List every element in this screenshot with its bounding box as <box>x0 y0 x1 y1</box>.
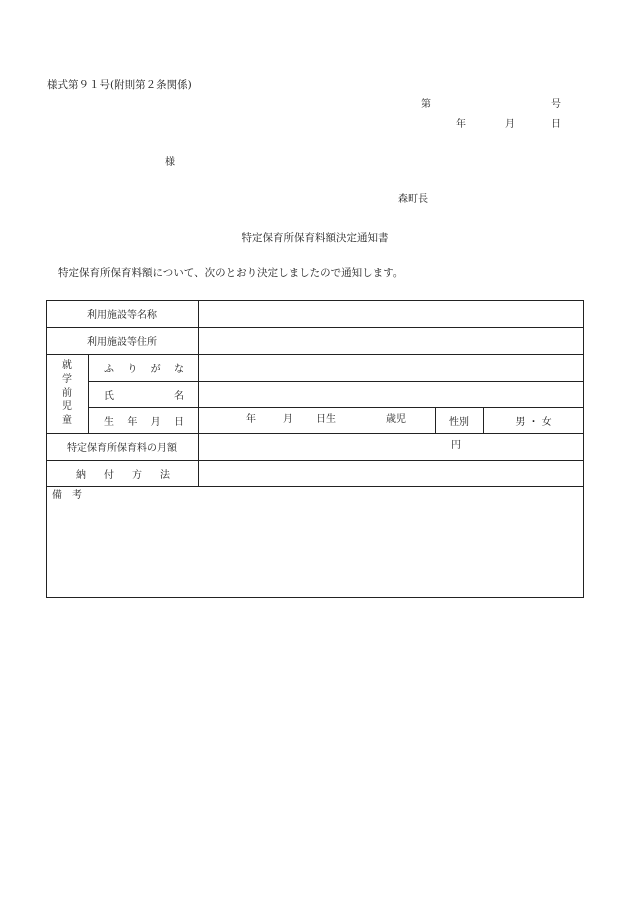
birth-year-unit: 年 <box>246 414 256 425</box>
furigana-label: ふ り が な <box>104 364 184 375</box>
child-group-char: 学 <box>62 373 72 385</box>
birth-day-unit: 日生 <box>316 414 336 425</box>
addressee-suffix: 様 <box>165 157 175 168</box>
gender-options: 男 ・ 女 <box>515 416 552 428</box>
issue-date-year: 年 <box>456 119 466 130</box>
monthly-fee-label: 特定保育所保育料の月額 <box>67 443 177 454</box>
document-title: 特定保育所保育料額決定通知書 <box>241 232 389 244</box>
yen-unit: 円 <box>451 440 461 451</box>
sender-name: 森町長 <box>398 194 428 205</box>
issue-date-month: 月 <box>505 119 515 130</box>
birth-month-unit: 月 <box>283 414 293 425</box>
payment-method-label: 納 付 方 法 <box>76 469 170 481</box>
intro-text: 特定保育所保育料額について、次のとおり決定しましたので通知します。 <box>58 267 404 279</box>
child-group-char: 就 <box>62 360 72 371</box>
facility-address-label: 利用施設等住所 <box>87 337 157 348</box>
remarks-label: 備 考 <box>52 490 82 501</box>
gender-label: 性別 <box>449 416 469 428</box>
age-unit: 歳児 <box>386 414 406 425</box>
child-group-label <box>54 361 80 426</box>
document-number-prefix: 第 <box>421 99 431 110</box>
column-divider <box>198 300 199 486</box>
child-group-char: 児 <box>62 401 72 413</box>
child-group-char: 童 <box>62 415 72 426</box>
facility-name-label: 利用施設等名称 <box>87 310 157 321</box>
column-divider <box>88 354 89 433</box>
row-divider <box>46 486 584 487</box>
issue-date-day: 日 <box>551 119 561 130</box>
child-group-char: 前 <box>62 387 72 399</box>
form-number: 様式第９１号(附則第２条関係) <box>47 79 192 91</box>
document-number-suffix: 号 <box>551 99 561 110</box>
child-name-label: 氏 名 <box>104 390 184 402</box>
birthdate-label: 生 年 月 日 <box>104 416 184 428</box>
